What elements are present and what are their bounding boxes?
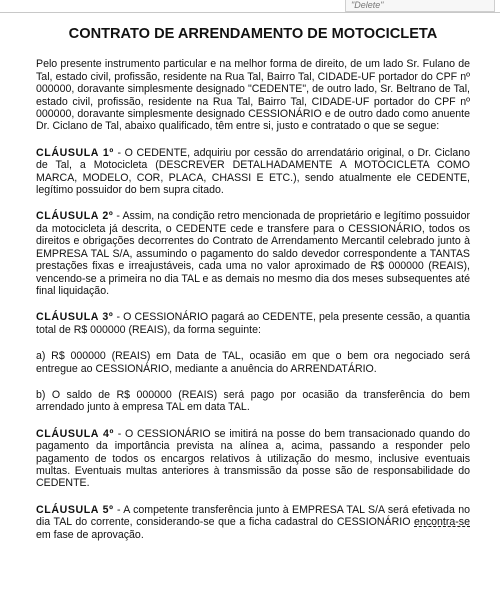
clause-2-text: - Assim, na condição retro mencionada de proprietário e legítimo possuidor da motocicleta já descrita, o CEDENTE cede e transfere para o CESSIONÁRIO, todos os direitos e obrigações decorrentes do Contrato de Arrendamento Mercantil celebrado junto à EMPRESA TAL S/A, assumindo o pagamento do saldo devedor correspondente a TANTAS prestações fixas e irreajustáveis, cada uma no valor aproximado de R$ 000000 (REAIS), vencendo-se a primeira no dia TAL e as demais no mesmo dia dos meses subsequentes até final liquidação.	[36, 210, 471, 297]
clause-5-text-end: em fase de aprovação.	[36, 528, 144, 541]
clause-1-text: - O CEDENTE, adquiriu por cessão do arrendatário original, o Dr. Ciclano de Tal, a Motocicleta (DESCREVER DETALHADAMENTE A MOTOCICLETA COMO MARCA, MODELO, COR, PLACA, CHASSI E ETC.), sendo atualmente ele CEDENTE, legítimo possuidor do bem supra citado.	[36, 146, 470, 197]
document-title: CONTRATO DE ARRENDAMENTO DE MOTOCICLETA	[68, 26, 438, 42]
clause-1-heading: CLÁUSULA 1º	[36, 146, 114, 159]
clause-3-item-a: a) R$ 000000 (REAIS) em Data de TAL, ocasião em que o bem ora negociado será entregue ao CESSIONÁRIO, mediante a anuência do ARRENDATÁRIO.	[36, 350, 470, 375]
clause-4-paragraph	[36, 428, 470, 490]
clause-1-paragraph	[36, 147, 470, 197]
clause-3-text: - O CESSIONÁRIO pagará ao CEDENTE, pela presente cessão, a quantia total de R$ 000000 (REAIS), da forma seguinte:	[36, 311, 470, 336]
clause-4-text: - O CESSIONÁRIO se imitirá na posse do bem transacionado quando do pagamento da importância prevista na alínea a, acima, passando a responder pelo pagamento de todos os encargos relativos à utilização do mesmo, inclusive eventuais multas. Eventuais multas anteriores à transmissão da posse são de responsabilidade do CEDENTE.	[36, 427, 471, 490]
clause-4-heading: CLÁUSULA 4º	[36, 427, 114, 440]
clause-5-paragraph	[36, 504, 470, 541]
clause-3-paragraph	[36, 311, 470, 336]
clause-5-text: - A competente transferência junto à EMPRESA TAL S/A será efetivada no dia TAL do corrente, considerando-se que a ficha cadastral do CESSIONÁRIO	[36, 503, 470, 529]
clause-5-heading: CLÁUSULA 5º	[36, 503, 114, 516]
clause-3-item-b: b) O saldo de R$ 000000 (REAIS) será pago por ocasião da transferência do bem arrendado junto à empresa TAL em data TAL.	[36, 388, 470, 414]
clause-2-heading: CLÁUSULA 2º	[36, 210, 114, 223]
clause-3-heading: CLÁUSULA 3º	[36, 311, 114, 324]
preamble-paragraph: Pelo presente instrumento particular e na melhor forma de direito, de um lado Sr. Fulano de Tal, estado civil, profissão, residente na Rua Tal, Bairro Tal, CIDADE-UF portador do CPF nº 000000, doravante simplesmente designado "CEDENTE", de outro lado, Sr. Beltrano de Tal, estado civil, profissão, residente na Rua Tal, Bairro Tal, CIDADE-UF portador do CPF nº 000000, doravante simplesmente designado CESSIONÁRIO e de outro dado como anuente Dr. Ciclano de Tal, abaixo qualificado, têm entre si, justo e contratado o que se segue:	[36, 58, 470, 133]
delete-button[interactable]: "Delete"	[345, 0, 495, 12]
clause-2-paragraph	[36, 210, 470, 297]
contract-document	[36, 28, 470, 555]
clause-5-underlined-word: encontra-se	[414, 516, 470, 529]
